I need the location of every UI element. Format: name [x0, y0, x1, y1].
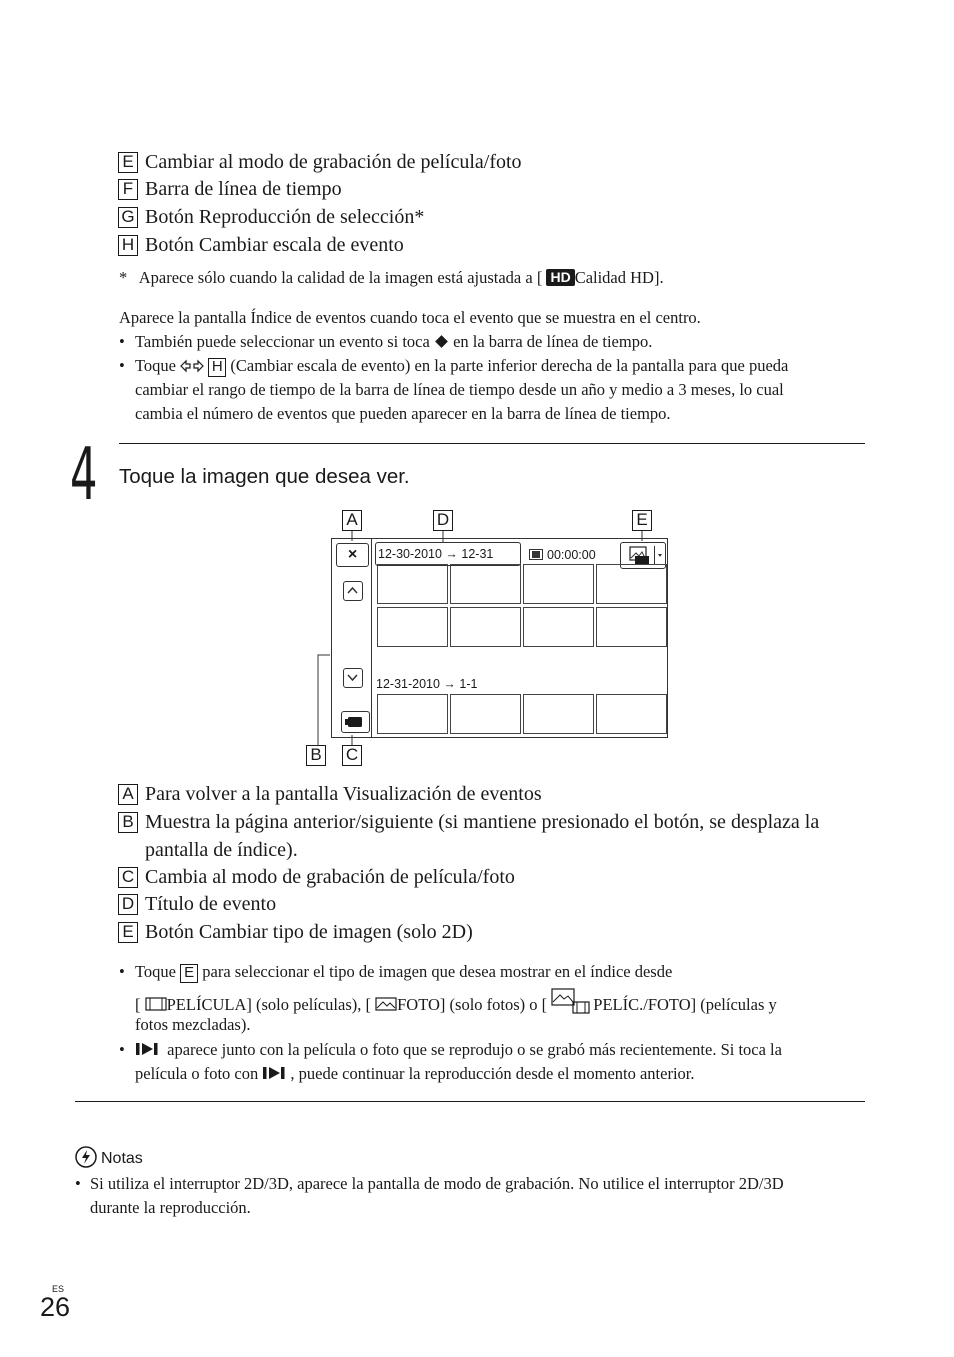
- thumbnail[interactable]: [450, 607, 521, 647]
- thumbnail[interactable]: [450, 694, 521, 734]
- legend-text: Título de evento: [145, 893, 277, 915]
- step-title: Toque la imagen que desea ver.: [119, 465, 410, 488]
- callout-e: E: [632, 510, 652, 531]
- legend-item-f: [118, 177, 865, 201]
- legend-item-c: [118, 865, 865, 889]
- letter-box: C: [118, 867, 138, 888]
- footnote-text: Aparece sólo cuando la calidad de la imagen está ajustada a [: [138, 268, 543, 287]
- callout-d: D: [433, 510, 453, 531]
- legend-text: Barra de línea de tiempo: [145, 178, 342, 200]
- bullet-text: Toque: [135, 356, 177, 375]
- thumbnail[interactable]: [596, 607, 667, 647]
- close-button[interactable]: [336, 543, 369, 567]
- chevron-down-icon: [344, 669, 361, 686]
- page-down-button[interactable]: [343, 668, 363, 688]
- camera-icon: [342, 712, 368, 731]
- photo-icon: [375, 996, 397, 1012]
- letter-box: H: [208, 358, 226, 377]
- film-icon: [529, 549, 543, 560]
- legend-text: Cambia al modo de grabación de película/foto: [145, 866, 515, 888]
- hd-quality-icon: HD: [546, 269, 574, 286]
- footnote-star: *: [119, 268, 128, 287]
- notes-icon: [75, 1146, 97, 1168]
- legend-item-d: [118, 892, 865, 916]
- legend-text: Muestra la página anterior/siguiente (si mantiene presionado el botón, se desplaza la pantalla de índice).: [145, 811, 820, 861]
- letter-box: B: [118, 812, 138, 833]
- legend-text: Botón Reproducción de selección*: [145, 206, 425, 228]
- bullet-text: en la barra de línea de tiempo.: [453, 332, 653, 351]
- legend-item-e: [118, 150, 865, 174]
- thumbnail[interactable]: [377, 607, 448, 647]
- section-divider: [119, 443, 865, 444]
- event-title-2: 12-31-2010 → 1-1: [376, 677, 478, 691]
- event-title-1: 12-30-2010 → 12-31: [375, 542, 521, 566]
- bullet-text: , puede continuar la reproducción desde el momento anterior.: [290, 1064, 695, 1083]
- legend-text: Cambiar al modo de grabación de película/foto: [145, 151, 522, 173]
- legend-item-b: [118, 810, 885, 862]
- legend-text: Para volver a la pantalla Visualización de eventos: [145, 783, 542, 805]
- duration-readout: 00:00:00: [529, 546, 596, 564]
- bullet-text: Toque: [135, 962, 177, 981]
- thumbnail[interactable]: [596, 564, 667, 604]
- bullet-text: [: [135, 995, 141, 1014]
- thumbnail[interactable]: [377, 564, 448, 604]
- resume-icon: [262, 1066, 290, 1080]
- section-divider: [75, 1101, 865, 1102]
- thumbnail[interactable]: [377, 694, 448, 734]
- record-mode-button[interactable]: [341, 711, 370, 733]
- thumbnail[interactable]: [523, 564, 594, 604]
- page-up-button[interactable]: [343, 581, 363, 601]
- callout-a: A: [342, 510, 362, 531]
- resume-icon: [135, 1042, 163, 1056]
- bullet-text: También puede seleccionar un evento si toca: [135, 332, 430, 351]
- bullet-text: cambia el número de eventos que pueden aparecer en la barra de línea de tiempo.: [135, 404, 671, 423]
- letter-box: D: [118, 894, 138, 915]
- legend-text: Botón Cambiar escala de evento: [145, 234, 404, 256]
- legend-item-a: [118, 782, 865, 806]
- thumbnail[interactable]: [596, 694, 667, 734]
- letter-box: G: [118, 207, 138, 228]
- event-index-screen: [331, 538, 668, 738]
- letter-box: F: [118, 179, 138, 200]
- callout-b: B: [306, 745, 326, 766]
- intro-paragraph: Aparece la pantalla Índice de eventos cuando toca el evento que se muestra en el centro.: [119, 308, 701, 327]
- photo-movie-icon: [551, 988, 593, 1014]
- bullet-text: cambiar el rango de tiempo de la barra de línea de tiempo desde un año y medio a 3 meses, lo cual: [135, 380, 784, 399]
- legend-item-h: [118, 233, 865, 257]
- letter-box: E: [118, 152, 138, 173]
- bullet-text: aparece junto con la película o foto que se reprodujo o se grabó más recientemente. Si toca la: [167, 1040, 782, 1059]
- letter-box: H: [118, 235, 138, 256]
- letter-box: E: [118, 922, 138, 943]
- chevron-up-icon: [344, 582, 361, 599]
- diamond-icon: [435, 335, 448, 348]
- scale-arrows-icon: [180, 356, 204, 380]
- legend-item-g: [118, 205, 865, 229]
- footnote-text-end: Calidad HD].: [574, 268, 664, 287]
- bullet-text: Si utiliza el interruptor 2D/3D, aparece la pantalla de modo de grabación. No utilice el interruptor 2D/3D: [90, 1174, 784, 1193]
- notes-heading: Notas: [75, 1146, 143, 1168]
- bullet-text: para seleccionar el tipo de imagen que desea mostrar en el índice desde: [202, 962, 673, 981]
- bullet-text: (Cambiar escala de evento) en la parte inferior derecha de la pantalla para que pueda: [230, 356, 789, 375]
- legend-item-e2: [118, 920, 865, 944]
- bullet-text: PELÍC./FOTO] (películas y: [593, 995, 777, 1014]
- callout-c: C: [342, 745, 362, 766]
- bullet-text: FOTO] (solo fotos) o [: [397, 995, 548, 1014]
- thumbnail[interactable]: [523, 694, 594, 734]
- page-language: ES: [52, 1284, 65, 1294]
- letter-box: E: [180, 964, 198, 983]
- legend-text: Botón Cambiar tipo de imagen (solo 2D): [145, 921, 473, 943]
- bullet-text: película o foto con: [135, 1064, 259, 1083]
- thumbnail[interactable]: [523, 607, 594, 647]
- bullet-text: PELÍCULA] (solo películas), [: [166, 995, 371, 1014]
- movie-icon: [145, 996, 167, 1012]
- side-panel: [332, 539, 372, 737]
- thumbnail[interactable]: [450, 564, 521, 604]
- close-icon: ×: [347, 546, 358, 563]
- step-number: 4: [70, 432, 98, 516]
- bullet-text: fotos mezcladas).: [135, 1015, 251, 1034]
- letter-box: A: [118, 784, 138, 805]
- footnote: [119, 266, 664, 290]
- page-number: 26: [40, 1292, 71, 1322]
- bullet-text: durante la reproducción.: [90, 1198, 251, 1217]
